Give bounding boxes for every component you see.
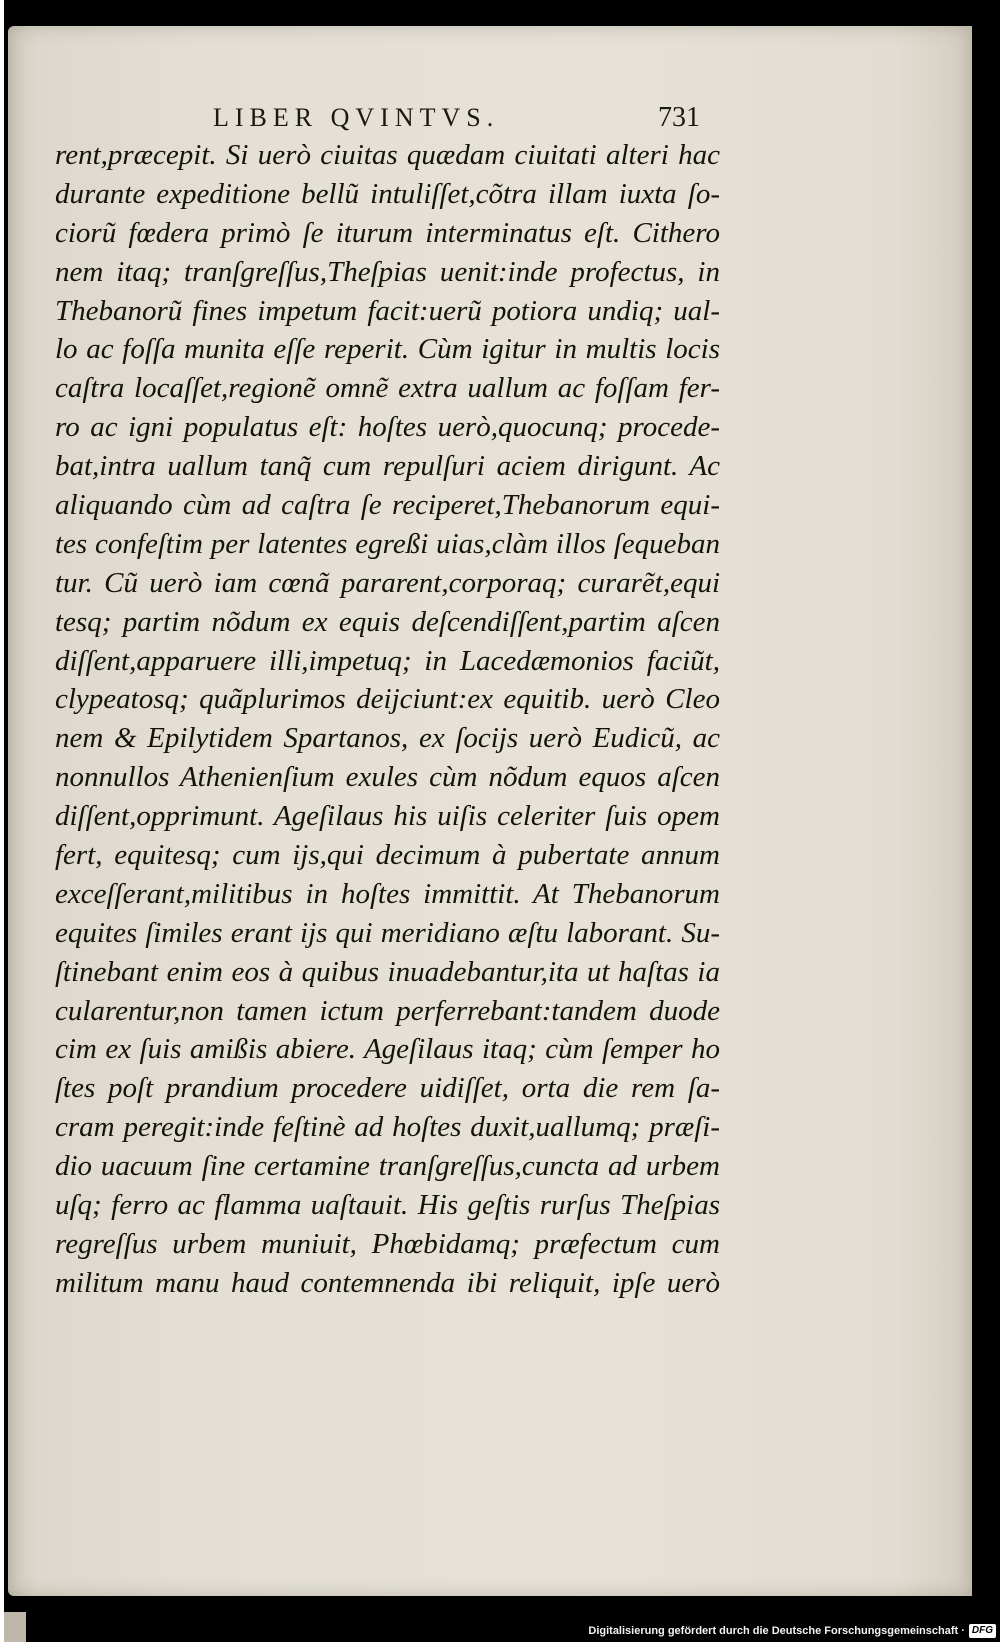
text-line: lo ac foſſa munita eſſe reperit. Cùm igitur in multis locis [55,333,720,366]
text-line: bat,intra uallum tanq̃ cum repulſuri aciem dirigunt. Ac [55,450,720,483]
text-line: militum manu haud contemnenda ibi reliquit, ipſe uerò [55,1266,720,1299]
text-line: ciorũ fœdera primò ſe iturum interminatus eſt. Cithero [55,216,720,249]
text-line: nem itaq; tranſgreſſus,Theſpias uenit:inde profectus, in [55,255,720,288]
running-head-title: LIBER QVINTVS. [213,103,500,132]
text-line: caſtra locaſſet,regionẽ omnẽ extra uallum ac foſſam fer- [55,372,720,405]
text-line: ro ac igni populatus eſt: hoſtes uerò,quocunq; procede- [55,411,720,444]
book-page [8,26,972,1596]
text-line: nonnullos Athenienſium exules cùm nõdum equos aſcen [55,761,720,794]
text-line: equites ſimiles erant ijs qui meridiano æſtu laborant. Su- [55,916,720,949]
text-line: ſtinebant enim eos à quibus inuadebantur,ita ut haſtas ia [55,955,720,988]
footer-credit-text: Digitalisierung gefördert durch die Deutsche Forschungsgemeinschaft · [588,1625,965,1637]
text-line: diſſent,opprimunt. Ageſilaus his uiſis celeriter ſuis opem [55,800,720,833]
text-line: diſſent,apparuere illi,impetuq; in Lacedæmonios faciũt, [55,644,720,677]
text-line: uſq; ferro ac flamma uaſtauit. His geſtis rurſus Theſpias [55,1189,720,1222]
text-line: durante expeditione bellũ intuliſſet,cõtra illam iuxta ſo- [55,177,720,210]
text-line: exceſſerant,militibus in hoſtes immittit. At Thebanorum [55,877,720,910]
text-line: ſtes poſt prandium procedere uidiſſet, orta die rem ſa- [55,1072,720,1105]
text-line: dio uacuum ſine certamine tranſgreſſus,cuncta ad urbem [55,1150,720,1183]
text-line: tes confeſtim per latentes egreßi uias,clàm illos ſequeban [55,527,720,560]
text-line: clypeatosq; quãplurimos deijciunt:ex equitib. uerò Cleo [55,683,720,716]
digitization-footer [588,1622,996,1640]
text-line: cram peregit:inde feſtinè ad hoſtes duxit,uallumq; præſi- [55,1111,720,1144]
page-number: 731 [658,102,700,133]
text-line: tur. Cũ uerò iam cœnã pararent,corporaq; curarẽt,equi [55,566,720,599]
text-line: fert, equitesq; cum ijs,qui decimum à pubertate annum [55,839,720,872]
text-line: cularentur,non tamen ictum perferrebant:tandem duode [55,994,720,1027]
text-line: tesq; partim nõdum ex equis deſcendiſſent,partim aſcen [55,605,720,638]
scan-left-edge [0,0,4,1642]
body-text [55,136,720,1303]
dfg-logo-icon: DFG [969,1624,996,1638]
text-line: Thebanorũ fines impetum facit:uerũ potiora undiq; ual- [55,294,720,327]
running-head [8,98,972,138]
text-line: aliquando cùm ad caſtra ſe reciperet,Thebanorum equi- [55,489,720,522]
text-line: regreſſus urbem muniuit, Phœbidamq; præfectum cum [55,1227,720,1260]
text-line: cim ex ſuis amißis abiere. Ageſilaus itaq; cùm ſemper ho [55,1033,720,1066]
page-corner-fold [4,1612,26,1642]
text-line: nem & Epilytidem Spartanos, ex ſocijs uerò Eudicũ, ac [55,722,720,755]
text-line: rent,præcepit. Si uerò ciuitas quædam ciuitati alteri hac [55,139,720,171]
